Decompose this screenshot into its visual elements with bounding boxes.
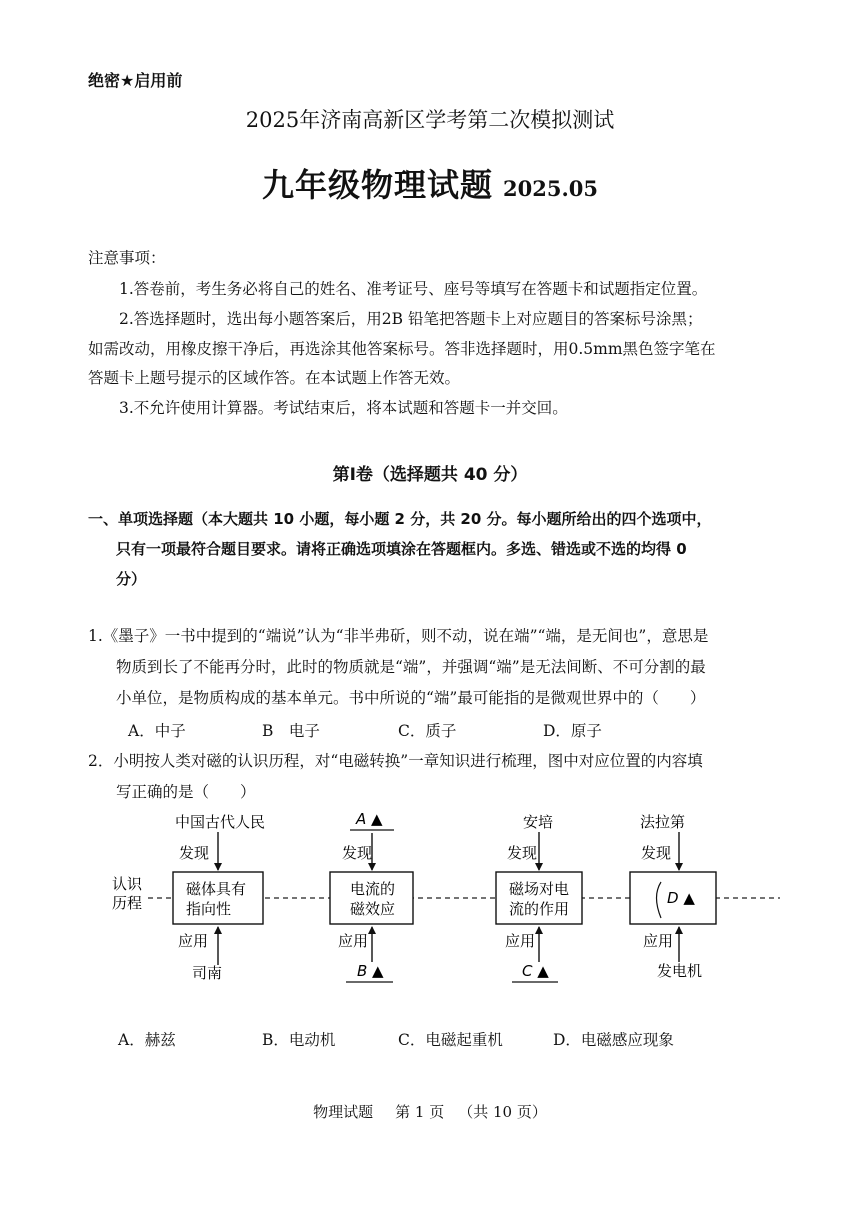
question-2-stem-cont: 写正确的是（ ） [116,783,256,801]
notice-heading: 注意事项： [88,249,166,267]
exam-series-title: 2025年济南高新区学考第二次模拟测试 [245,108,615,132]
discoverer-blank-a: A ▲ [356,810,383,828]
page-footer [0,1101,860,1122]
footer-page-number: 第 1 页 [395,1103,445,1121]
row-label-2: 历程 [112,894,143,912]
notice-item-3: 3.不允许使用计算器。考试结束后，将本试题和答题卡一并交回。 [119,399,568,417]
application-1: 司南 [192,964,223,982]
discoverer-1: 中国古代人民 [175,813,266,831]
part1-heading: 第Ⅰ卷（选择题共 40 分） [332,465,528,485]
notice-item-1: 1.答卷前，考生务必将自己的姓名、准考证号、座号等填写在答题卡和试题指定位置。 [119,280,708,298]
notice-item-2-cont: 如需改动，用橡皮擦干净后，再选涂其他答案标号。答非选择题时，用0.5mm黑色签字笔在 [88,340,716,358]
apply-label-4: 应用 [643,932,674,950]
node-2-line1: 电流的 [350,880,396,898]
question-2-stem: 2．小明按人类对磁的认识历程，对“电磁转换”一章知识进行梳理，图中对应位置的内容填 [88,752,703,770]
question-1-stem-cont: 物质到长了不能再分时，此时的物质就是“端”，并强调“端”是无法间断、不可分割的最 [116,658,706,676]
question-2-option-b[interactable]: B．电动机 [262,1031,336,1049]
exam-date: 2025.05 [503,176,598,201]
em-conversion-diagram [0,800,860,1000]
section-instructions-cont2: 分） [116,570,147,588]
question-1-stem-cont2: 小单位，是物质构成的基本单元。书中所说的“端”最可能指的是微观世界中的（ ） [116,689,706,707]
apply-label-1: 应用 [178,932,209,950]
section-instructions: 一、单项选择题（本大题共 10 小题，每小题 2 分，共 20 分。每小题所给出的四个选项中， [88,510,712,528]
question-1-stem: 1.《墨子》一书中提到的“端说”认为“非半弗斫，则不动，说在端”“端，是无间也”，意思是 [88,627,709,645]
question-1-option-d[interactable]: D．原子 [543,722,602,740]
node-blank-d: D ▲ [667,889,695,907]
discover-label-1: 发现 [179,844,210,862]
discover-label-2: 发现 [342,844,373,862]
discoverer-4: 法拉第 [640,813,686,831]
question-2-option-a[interactable]: A．赫兹 [118,1031,176,1049]
classified-label: 绝密★启用前 [88,71,183,90]
notice-item-2: 2.答选择题时，选出每小题答案后，用2B 铅笔把答题卡上对应题目的答案标号涂黑； [119,310,703,328]
application-4: 发电机 [657,962,703,980]
footer-subject: 物理试题 [313,1103,374,1121]
notice-item-2-cont2: 答题卡上题号提示的区域作答。在本试题上作答无效。 [88,369,461,387]
question-2-option-c[interactable]: C．电磁起重机 [398,1031,503,1049]
question-1-option-b[interactable]: B 电子 [262,722,320,740]
section-instructions-cont: 只有一项最符合题目要求。请将正确选项填涂在答题框内。多选、错选或不选的均得 0 [116,540,687,558]
node-1-line1: 磁体具有 [186,880,247,898]
node-3-line2: 流的作用 [509,900,570,918]
exam-title: 九年级物理试题 [262,166,494,204]
discover-label-3: 发现 [507,844,538,862]
question-2-option-d[interactable]: D．电磁感应现象 [553,1031,674,1049]
question-1-option-c[interactable]: C．质子 [398,722,457,740]
footer-total-pages: （共 10 页） [458,1103,547,1121]
node-3-line1: 磁场对电 [509,880,570,898]
question-1-option-a[interactable]: A．中子 [128,722,186,740]
page-title [0,160,860,206]
discover-label-4: 发现 [641,844,672,862]
discoverer-3: 安培 [523,813,554,831]
apply-label-2: 应用 [338,932,369,950]
row-label-1: 认识 [112,875,143,893]
node-2-line2: 磁效应 [350,900,396,918]
apply-label-3: 应用 [505,932,536,950]
application-blank-b: B ▲ [357,962,384,980]
application-blank-c: C ▲ [522,962,549,980]
node-1-line2: 指向性 [186,900,232,918]
